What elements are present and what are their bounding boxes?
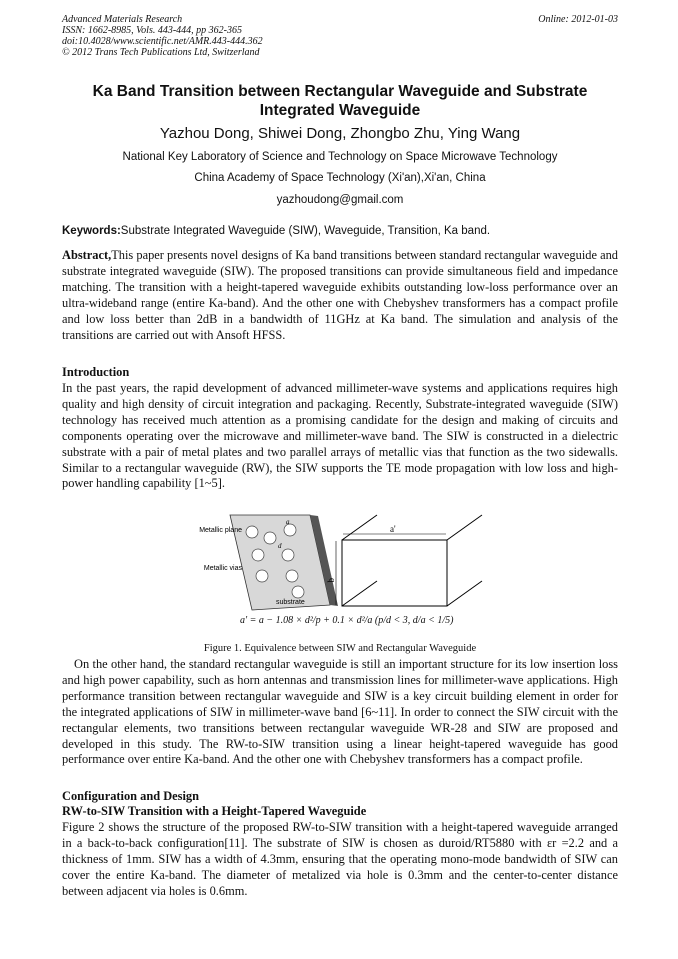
via-hole	[286, 570, 298, 582]
via-hole	[246, 526, 258, 538]
via-hole	[264, 532, 276, 544]
abstract-text: This paper presents novel designs of Ka band transitions between standard rectangular waveguide and substrate integrated waveguide (SIW). The proposed transitions can provide simultaneous field and impedance matching. The transition with a height-tapered waveguide exhibits outstanding low-loss performance over an ultra-wideband range (entire Ka-band). And the other one with Chebyshev transformers has a compact profile and low loss better than 2dB in a bandwidth of 11GHz at Ka band. The simulation and analysis of the transitions are carried out with Ansoft HFSS.	[62, 248, 618, 342]
label-metallic-vias: Metallic vias	[203, 565, 242, 572]
journal-header	[62, 14, 618, 58]
label-substrate: substrate	[276, 599, 305, 606]
formula: a' = a − 1.08 × d²/p + 0.1 × d²/a (p/d < 3, d/a < 1/5)	[240, 615, 454, 626]
waveguide-edge	[447, 581, 482, 606]
abstract-label: Abstract,	[62, 248, 112, 262]
via-hole	[292, 586, 304, 598]
affiliation-2: China Academy of Space Technology (Xi'an),Xi'an, China	[194, 172, 486, 184]
email: yazhoudong@gmail.com	[276, 194, 404, 206]
intro-heading: Introduction	[62, 365, 130, 379]
affiliation-1: National Key Laboratory of Science and Technology on Space Microwave Technology	[122, 151, 558, 163]
waveguide-edge	[447, 515, 482, 540]
figure-1-drawing	[190, 510, 500, 615]
intro-paragraph: In the past years, the rapid development of advanced millimeter-wave systems and applications requires high quality and high density of circuit integration and packaging. Recently, Substrate-integrated waveguide (SIW) technology has received much attention as a promising candidate for the design and making of circuits and components operating over the microwave and millimeter-wave band. The SIW is constructed in a dielectric substrate with a pair of metal plates and two parallel arrays of metallic vias that function as the two sidewalls. Similar to a rectangular waveguide (RW), the SIW supports the TE mode propagation with low loss and high-power handling capability [1~5].	[62, 381, 618, 491]
abstract	[62, 248, 618, 343]
paragraph-2: On the other hand, the standard rectangular waveguide is still an important structure for its low insertion loss and high power capability, such as horn antennas and transmission lines for millimeter-wave applications. High performance transition between rectangular waveguide and SIW is a key circuit building element in order for the integrated applications of SIW in millimeter-wave band [6~11]. In order to connect the SIW circuit with the rectangular elements, two transitions between rectangular waveguide WR-28 and SIW are proposed and developed in this study. The RW-to-SIW transition using a linear height-tapered waveguide has good performance over entire Ka-band. And the other one with Chebyshev transformers has a compact profile.	[62, 657, 618, 767]
via-hole	[256, 570, 268, 582]
config-heading: Configuration and Design	[62, 789, 200, 803]
keywords	[62, 225, 618, 237]
via-hole	[282, 549, 294, 561]
title-line-2: Integrated Waveguide	[259, 102, 421, 119]
paper-title	[62, 82, 618, 120]
sub-heading: RW-to-SIW Transition with a Height-Tapered Waveguide	[62, 804, 367, 818]
label-b: b	[326, 578, 336, 583]
label-metallic-plane: Metallic plane	[199, 527, 242, 534]
authors: Yazhou Dong, Shiwei Dong, Zhongbo Zhu, Ying Wang	[159, 125, 521, 142]
keywords-label: Keywords:	[62, 225, 121, 237]
journal-name: Advanced Materials Research	[62, 14, 183, 25]
paragraph-3: Figure 2 shows the structure of the proposed RW-to-SIW transition with a height-tapered waveguide arranged in a back-to-back configuration[11]. The substrate of SIW is chosen as duroid/RT5880 with εr =2.2 and a thickness of 1mm. SIW has a width of 4.3mm, ensuring that the operating mono-mode bandwidth of SIW can cover the entire Ka-band. The diameter of metalized via hole is 0.3mm and the center-to-center distance between adjacent via holes is 0.6mm.	[62, 820, 618, 898]
label-a-prime: a'	[390, 524, 396, 534]
waveguide-front-face	[342, 540, 447, 606]
figure-1-caption: Figure 1. Equivalence between SIW and Rectangular Waveguide	[203, 643, 477, 654]
keywords-text: Substrate Integrated Waveguide (SIW), Waveguide, Transition, Ka band.	[120, 225, 491, 237]
title-line-1: Ka Band Transition between Rectangular Waveguide and Substrate	[92, 83, 588, 100]
issn-line: ISSN: 1662-8985, Vols. 443-444, pp 362-365	[62, 25, 242, 36]
copyright-line: © 2012 Trans Tech Publications Ltd, Switzerland	[62, 47, 260, 58]
label-d: d	[278, 542, 282, 550]
via-hole	[252, 549, 264, 561]
label-a: a	[286, 518, 290, 526]
doi-line: doi:10.4028/www.scientific.net/AMR.443-444.362	[62, 36, 263, 47]
online-date: Online: 2012-01-03	[538, 14, 618, 25]
waveguide-edge	[342, 515, 377, 540]
waveguide-edge	[342, 581, 377, 606]
